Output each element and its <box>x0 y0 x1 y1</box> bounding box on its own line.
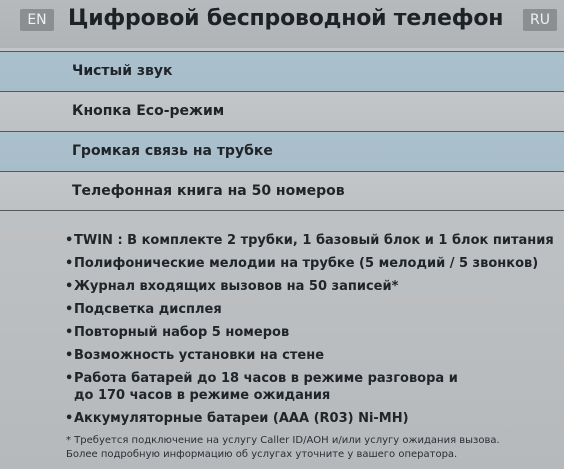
spec-item <box>66 232 556 249</box>
footnote-line: * Требуется подключение на услугу Caller ID/АОН и/или услугу ожидания вызова. <box>66 435 500 446</box>
feature-label: Телефонная книга на 50 номеров <box>72 183 345 199</box>
spec-item <box>66 278 556 295</box>
feature-bands <box>0 51 564 211</box>
header <box>0 0 564 48</box>
spec-text-continued: до 170 часов в режиме ожидания <box>74 388 331 403</box>
spec-text: Журнал входящих вызовов на 50 записей* <box>74 279 399 294</box>
spec-item <box>66 301 556 318</box>
footnote <box>66 434 556 462</box>
spec-text: Работа батарей до 18 часов в режиме разговора и <box>74 371 458 386</box>
feature-band <box>0 131 564 171</box>
feature-band <box>0 91 564 131</box>
spec-text: TWIN : В комплекте 2 трубки, 1 базовый блок и 1 блок питания <box>74 233 554 248</box>
feature-label: Кнопка Eco-режим <box>72 103 225 119</box>
spec-list <box>66 232 556 433</box>
language-badge-ru: RU <box>523 9 557 31</box>
spec-item <box>66 370 556 404</box>
feature-band <box>0 171 564 211</box>
spec-text: Подсветка дисплея <box>74 302 222 317</box>
language-badge-en: EN <box>20 9 54 31</box>
spec-text: Полифонические мелодии на трубке (5 мелодий / 5 звонков) <box>74 256 539 271</box>
spec-text: Аккумуляторные батареи (AAA (R03) Ni-MH) <box>74 411 409 426</box>
spec-text: Повторный набор 5 номеров <box>74 325 290 340</box>
spec-item <box>66 255 556 272</box>
spec-item <box>66 347 556 364</box>
feature-band <box>0 51 564 91</box>
spec-item <box>66 324 556 341</box>
footnote-line: Более подробную информацию об услугах уточните у вашего оператора. <box>66 449 458 460</box>
feature-label: Чистый звук <box>72 63 173 79</box>
product-title: Цифровой беспроводной телефон <box>68 6 504 31</box>
feature-label: Громкая связь на трубке <box>72 143 273 159</box>
spec-text: Возможность установки на стене <box>74 348 325 363</box>
spec-item <box>66 410 556 427</box>
